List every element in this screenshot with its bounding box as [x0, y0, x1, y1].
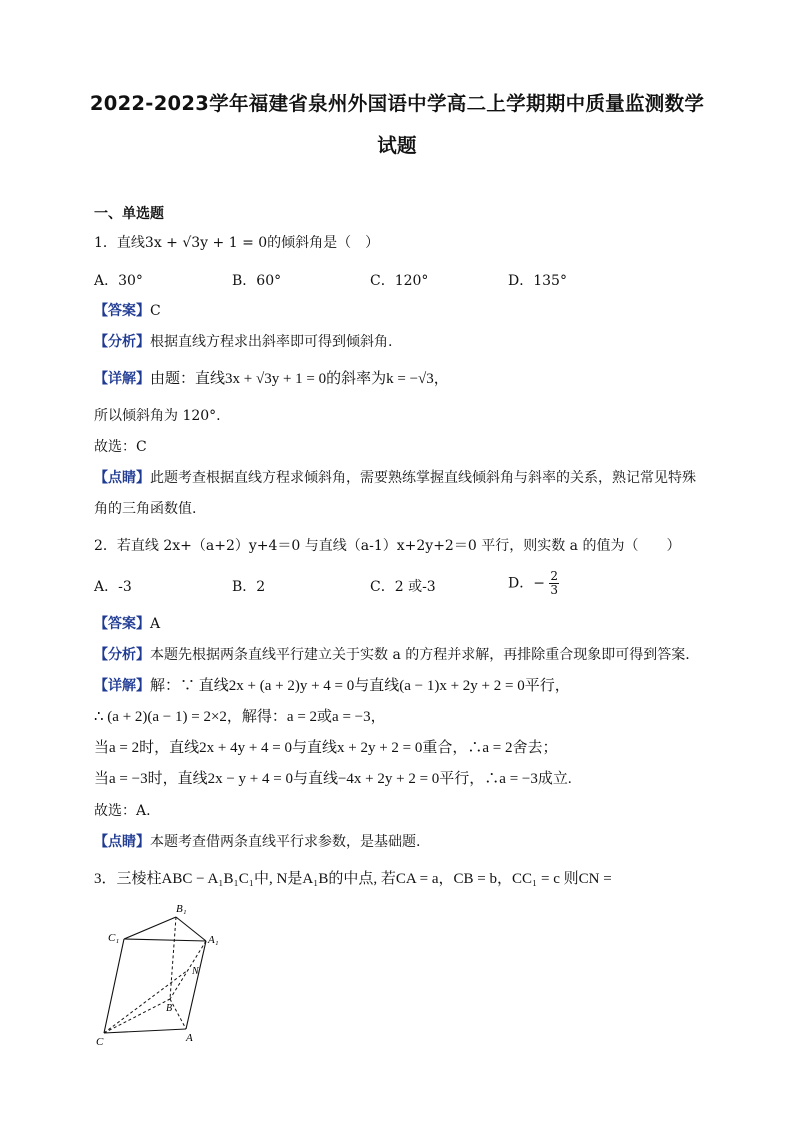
q2-comment-row [94, 833, 420, 851]
q2-answer-tag: 【答案】 [94, 616, 150, 632]
q1-answer-row [94, 302, 161, 320]
q1-option-d: D．135° [508, 273, 567, 289]
q2-analysis: 本题先根据两条直线平行建立关于实数 a 的方程并求解，再排除重合现象即可得到答案. [150, 647, 690, 663]
q1-comment2: 角的三角函数值. [94, 501, 197, 517]
section-heading: 一、单选题 [94, 206, 164, 222]
q2-detail4: 当a = −3时，直线2x − y + 4 = 0与直线−4x + 2y + 2 = 0平行，∴a = −3成立. [94, 771, 572, 787]
edge-c-a [104, 1029, 186, 1033]
q2-choose: 故选：A. [94, 803, 151, 819]
q1-option-c: C．120° [370, 273, 429, 289]
label-a: A [186, 1032, 193, 1044]
q1-detail-row [94, 370, 449, 388]
label-b1: B₁ [176, 903, 187, 915]
q1-choose: 故选：C [94, 439, 147, 455]
label-a1: A₁ [208, 934, 219, 946]
q2-analysis-tag: 【分析】 [94, 647, 150, 663]
q2-detail3: 当a = 2时，直线2x + 4y + 4 = 0与直线x + 2y + 2 = 0重合，∴a = 2舍去； [94, 740, 558, 756]
q1-detail-tag: 【详解】 [94, 371, 150, 387]
doc-title-line1: 2022-2023学年福建省泉州外国语中学高二上学期期中质量监测数学 [89, 92, 705, 115]
q2-option-b: B．2 [232, 579, 266, 595]
q2-detail-row [94, 677, 570, 695]
q1-detail2: 所以倾斜角为 120°. [94, 408, 221, 424]
q2-detail-tag: 【详解】 [94, 678, 150, 694]
q2-stem: 2．若直线 2x+（a+2）y+4＝0 与直线（a-1）x+2y+2＝0 平行，则实数 a 的值为（ ） [94, 538, 681, 554]
edge-b1-b [170, 917, 176, 999]
label-c1: C₁ [108, 932, 120, 944]
q1-analysis: 根据直线方程求出斜率即可得到倾斜角. [150, 334, 393, 350]
q1-analysis-row [94, 333, 392, 351]
q3-stem: 3．三棱柱ABC − A₁B₁C₁中, N是A₁B的中点, 若CA = a，CB = b，CC₁ = c 则CN = [94, 871, 612, 887]
q1-detail: 由题：直线3x + √3y + 1 = 0的斜率为k = −√3， [150, 371, 449, 387]
q2-option-d-label: D．− [508, 575, 545, 592]
q2-answer: A [150, 616, 161, 632]
q1-comment-row [94, 469, 696, 487]
q2-option-a: A．-3 [94, 579, 132, 595]
q1-analysis-tag: 【分析】 [94, 334, 150, 350]
label-c: C [96, 1036, 104, 1048]
seg-c-n [104, 970, 188, 1033]
q2-option-d-fraction [549, 570, 559, 597]
q2-answer-row [94, 615, 160, 633]
edge-b1-a1 [176, 917, 206, 941]
q2-detail2: ∴ (a + 2)(a − 1) = 2×2，解得：a = 2或a = −3， [94, 709, 386, 725]
q1-stem: 1．直线3x + √3y + 1 = 0的倾斜角是（ ） [94, 235, 380, 251]
edge-c1-a1 [124, 939, 206, 941]
q2-detail1: 解：∵ 直线2x + (a + 2)y + 4 = 0与直线(a − 1)x + 2y + 2 = 0平行， [150, 678, 570, 694]
q1-comment1: 此题考查根据直线方程求倾斜角，需要熟练掌握直线倾斜角与斜率的关系，熟记常见特殊 [150, 470, 696, 486]
edge-c1-b1 [124, 917, 176, 939]
q1-option-b: B．60° [232, 273, 282, 289]
q2-analysis-row [94, 646, 690, 664]
edge-c-b [104, 999, 173, 1033]
q2-option-d-denominator: 3 [550, 583, 559, 597]
edge-a1-a [186, 941, 206, 1029]
q1-option-a: A．30° [94, 273, 143, 289]
edge-b-a [170, 999, 186, 1029]
q1-answer: C [150, 303, 161, 319]
q2-comment-tag: 【点睛】 [94, 834, 150, 850]
label-n: N [192, 966, 199, 977]
q1-answer-tag: 【答案】 [94, 303, 150, 319]
doc-title-line2: 试题 [377, 134, 417, 157]
q2-comment: 本题考查借两条直线平行求参数，是基础题. [150, 834, 421, 850]
q2-option-d [508, 570, 559, 597]
label-b: B [166, 1003, 173, 1014]
q1-comment-tag: 【点睛】 [94, 470, 150, 486]
q2-option-c: C．2 或-3 [370, 579, 436, 595]
edge-c1-c [104, 939, 124, 1033]
prism-figure [90, 895, 240, 1055]
q2-option-d-numerator: 2 [550, 569, 559, 583]
